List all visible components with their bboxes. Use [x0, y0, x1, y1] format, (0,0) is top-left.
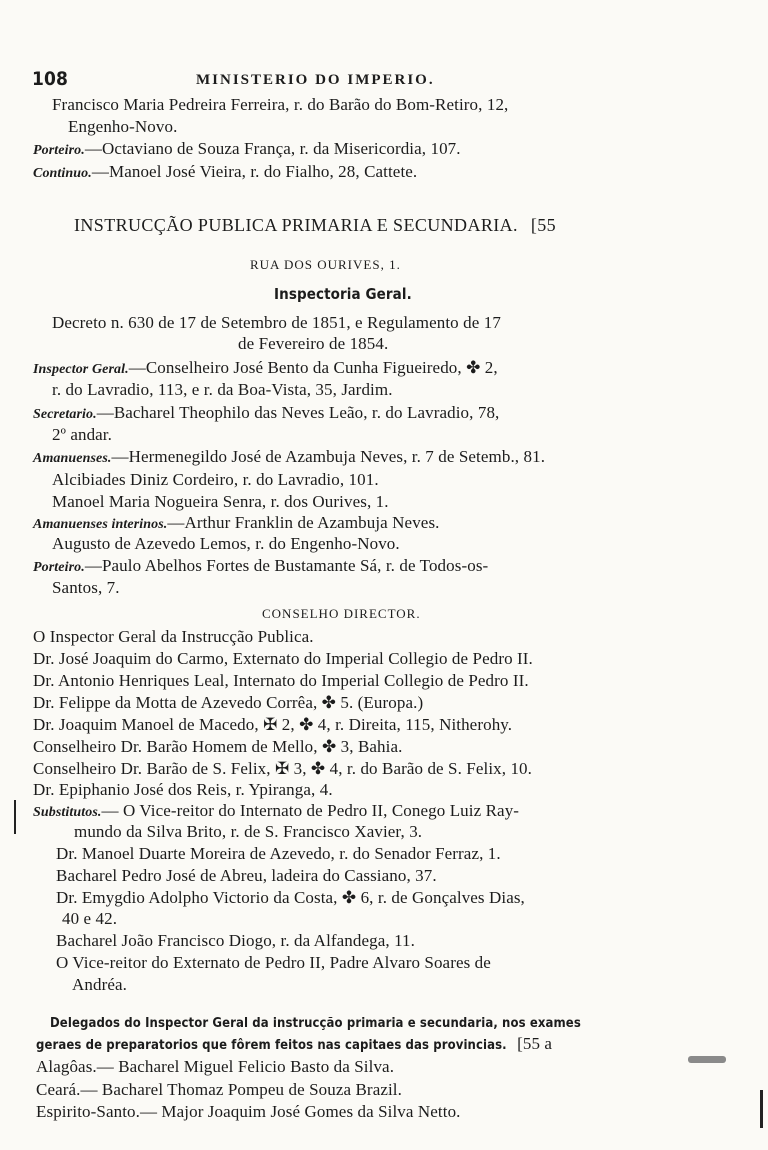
ink-smudge: [688, 1056, 726, 1063]
continuo-entry: [33, 162, 417, 184]
decree-line: Decreto n. 630 de 17 de Setembro de 1851, e Regulamento de 17: [52, 313, 501, 332]
entry-label: Substitutos.: [33, 805, 102, 820]
substituto-line: Bacharel Pedro José de Abreu, ladeira do Cassiano, 37.: [56, 866, 437, 885]
delegados-heading-line2: [36, 1034, 552, 1056]
entry-text: —Bacharel Theophilo das Neves Leão, r. do Lavradio, 78,: [96, 403, 500, 422]
entry-label: Amanuenses interinos.: [33, 517, 168, 532]
inspector-entry: [33, 358, 498, 380]
entry-label: Porteiro.: [33, 560, 85, 575]
text-line: Engenho-Novo.: [68, 117, 178, 136]
text-line: Santos, 7.: [52, 578, 120, 597]
porteiro-entry: [33, 139, 461, 161]
substitutos-entry: [33, 801, 519, 823]
substituto-line: Bacharel João Francisco Diogo, r. da Alfandega, 11.: [56, 931, 416, 950]
decree-line: de Fevereiro de 1854.: [238, 334, 389, 353]
entry-text: — O Vice-reitor do Internato de Pedro II, Conego Luiz Ray-: [101, 801, 520, 820]
interinos-entry: [33, 513, 440, 535]
conselho-line: Conselheiro Dr. Barão Homem de Mello, ✤ 3, Bahia.: [33, 737, 403, 756]
section-ref: [55: [530, 215, 557, 235]
entry-text: —Manoel José Vieira, r. do Fialho, 28, Cattete.: [91, 162, 418, 181]
text-line: Manoel Maria Nogueira Senra, r. dos Ourives, 1.: [52, 492, 389, 511]
section-address: RUA DOS OURIVES, 1.: [250, 257, 401, 272]
entry-text: —Conselheiro José Bento da Cunha Figueiredo, ✤ 2,: [128, 358, 498, 377]
delegado-line: Espirito-Santo.— Major Joaquim José Gomes da Silva Netto.: [36, 1102, 461, 1121]
text-line: Alcibiades Diniz Cordeiro, r. do Lavradio, 101.: [52, 470, 379, 489]
text-line: 2º andar.: [52, 425, 112, 444]
entry-label: Continuo.: [33, 166, 92, 181]
delegado-line: Ceará.— Bacharel Thomaz Pompeu de Souza Brazil.: [36, 1080, 402, 1099]
conselho-title: CONSELHO DIRECTOR.: [262, 606, 421, 621]
delegado-line: Alagôas.— Bacharel Miguel Felicio Basto da Silva.: [36, 1057, 395, 1076]
section-title-text: INSTRUCÇÃO PUBLICA PRIMARIA E SECUNDARIA.: [74, 215, 518, 235]
substituto-line: O Vice-reitor do Externato de Pedro II, Padre Alvaro Soares de: [56, 953, 491, 972]
entry-text: —Hermenegildo José de Azambuja Neves, r. 7 de Setemb., 81.: [111, 447, 546, 466]
substituto-line: Andréa.: [72, 975, 127, 994]
entry-label: Porteiro.: [33, 143, 85, 158]
substituto-line: Dr. Emygdio Adolpho Victorio da Costa, ✤ 6, r. de Gonçalves Dias,: [56, 888, 525, 907]
delegados-heading: Delegados do Inspector Geral da instrucção primaria e secundaria, nos exames: [50, 1016, 581, 1031]
text-line: r. do Lavradio, 113, e r. da Boa-Vista, 35, Jardim.: [52, 380, 393, 399]
page-number: 108: [32, 68, 68, 90]
section-subtitle: Inspectoria Geral.: [274, 285, 412, 303]
substituto-line: Dr. Manoel Duarte Moreira de Azevedo, r. do Senador Ferraz, 1.: [56, 844, 501, 863]
text-line: Augusto de Azevedo Lemos, r. do Engenho-Novo.: [52, 534, 400, 553]
entry-text: —Octaviano de Souza França, r. da Misericordia, 107.: [84, 139, 461, 158]
text-line: Francisco Maria Pedreira Ferreira, r. do Barão do Bom-Retiro, 12,: [52, 95, 509, 114]
conselho-line: O Inspector Geral da Instrucção Publica.: [33, 627, 314, 646]
entry-label: Inspector Geral.: [33, 362, 129, 377]
porteiro-entry: [33, 556, 488, 578]
entry-text: —Paulo Abelhos Fortes de Bustamante Sá, r. de Todos-os-: [84, 556, 489, 575]
secretario-entry: [33, 403, 499, 425]
conselho-line: Dr. Joaquim Manoel de Macedo, ✠ 2, ✤ 4, r. Direita, 115, Nitherohy.: [33, 715, 513, 734]
section-title: [74, 215, 556, 235]
conselho-line: Conselheiro Dr. Barão de S. Felix, ✠ 3, ✤ 4, r. do Barão de S. Felix, 10.: [33, 759, 532, 778]
running-title: MINISTERIO DO IMPERIO.: [196, 72, 435, 88]
substituto-line: 40 e 42.: [62, 909, 118, 928]
margin-mark: [760, 1090, 763, 1128]
conselho-line: Dr. Antonio Henriques Leal, Internato do Imperial Collegio de Pedro II.: [33, 671, 529, 690]
conselho-line: Dr. Felippe da Motta de Azevedo Corrêa, ✤ 5. (Europa.): [33, 693, 424, 712]
conselho-line: Dr. José Joaquim do Carmo, Externato do Imperial Collegio de Pedro II.: [33, 649, 533, 668]
conselho-line: Dr. Epiphanio José dos Reis, r. Ypiranga, 4.: [33, 780, 333, 799]
entry-text: —Arthur Franklin de Azambuja Neves.: [167, 513, 440, 532]
entry-label: Secretario.: [33, 407, 97, 422]
margin-mark: [14, 800, 16, 834]
substituto-line: mundo da Silva Brito, r. de S. Francisco Xavier, 3.: [74, 822, 423, 841]
delegados-ref: [55 a: [517, 1034, 553, 1053]
entry-label: Amanuenses.: [33, 451, 112, 466]
delegados-heading-text: geraes de preparatorios que fôrem feitos nas capitaes das provincias.: [36, 1038, 507, 1053]
amanuenses-entry: [33, 447, 545, 469]
